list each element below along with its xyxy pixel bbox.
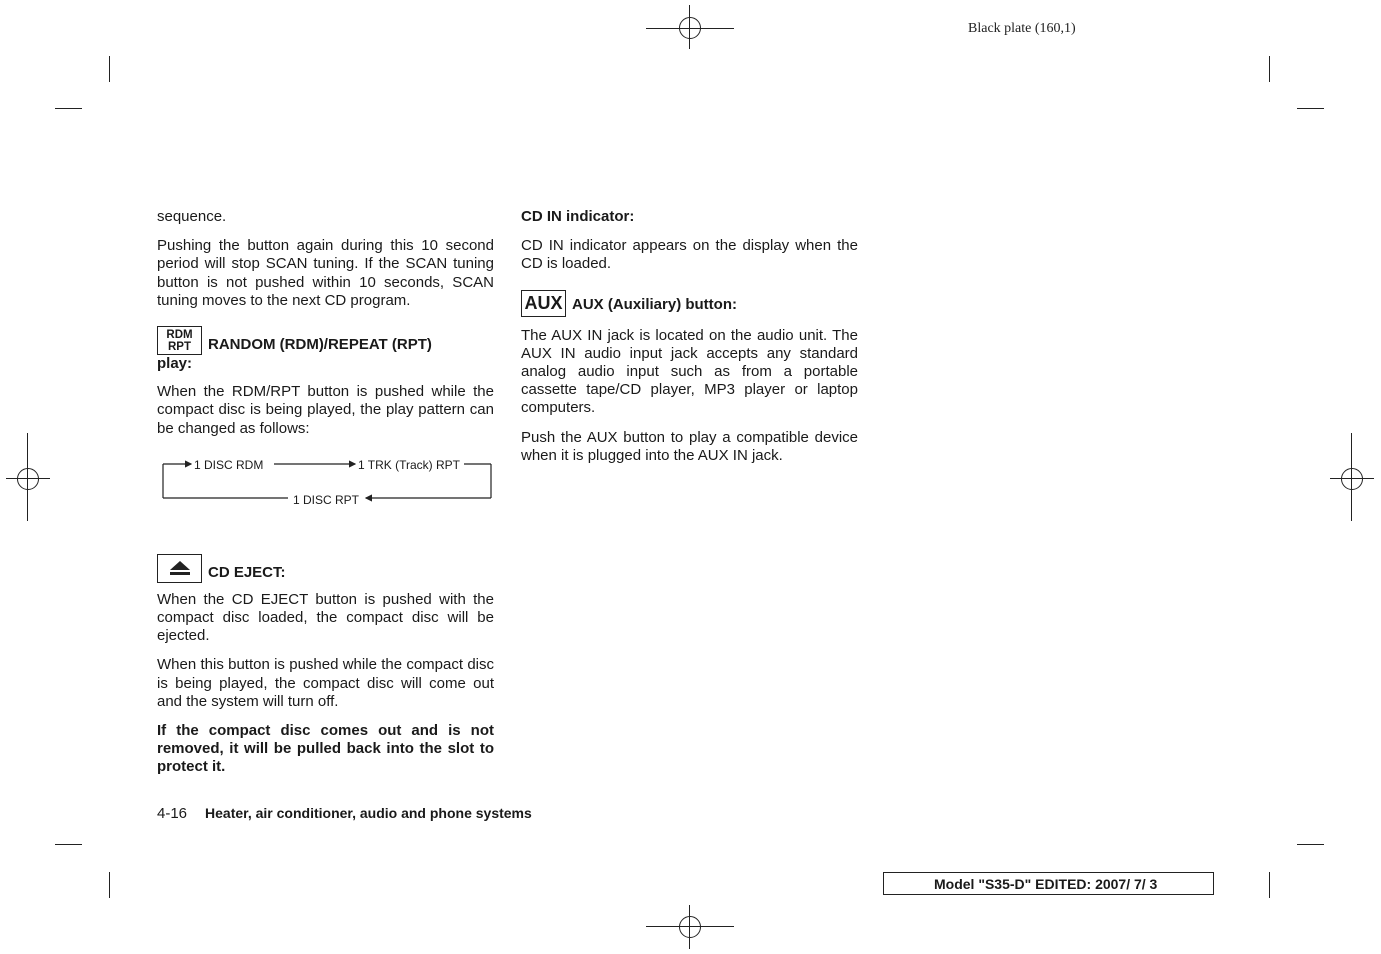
right-column [521, 208, 858, 476]
eject-icon [157, 554, 202, 583]
model-edited-box: Model "S35-D" EDITED: 2007/ 7/ 3 [883, 872, 1214, 895]
text-eject-1: When the CD EJECT button is pushed with the compact disc loaded, the compact disc will be ejected. [157, 590, 494, 645]
play-pattern-diagram [157, 458, 494, 508]
eject-heading-text: CD EJECT: [208, 563, 286, 581]
text-eject-warning: If the compact disc comes out and is not removed, it will be pulled back into the slot to protect it. [157, 722, 494, 776]
text-rdm: When the RDM/RPT button is pushed while the compact disc is being played, the play pattern can be changed as follows: [157, 383, 494, 437]
rdm-heading-cont: play: [157, 355, 193, 373]
rdm-rpt-button-icon: RDM RPT [157, 326, 202, 355]
rdm-heading [157, 326, 494, 355]
diagram-step-3: 1 DISC RPT [293, 491, 359, 509]
eject-heading [157, 554, 494, 583]
text-aux-2: Push the AUX button to play a compatible device when it is plugged into the AUX IN jack. [521, 428, 858, 464]
plate-label: Black plate (160,1) [968, 21, 1076, 36]
page-footer [157, 805, 532, 822]
aux-heading-text: AUX (Auxiliary) button: [572, 296, 737, 314]
text-cdin: CD IN indicator appears on the display when the CD is loaded. [521, 237, 858, 273]
text-eject-2: When this button is pushed while the compact disc is being played, the compact disc will come out and the system will turn off. [157, 656, 494, 710]
diagram-step-2: 1 TRK (Track) RPT [358, 456, 460, 474]
section-title: Heater, air conditioner, audio and phone systems [205, 805, 532, 821]
diagram-step-1: 1 DISC RDM [194, 456, 263, 474]
left-column [157, 208, 494, 788]
cdin-heading: CD IN indicator: [521, 208, 635, 225]
text-scan: Pushing the button again during this 10 second period will stop SCAN tuning. If the SCAN tuning button is not pushed within 10 seconds, SCAN tuning moves to the next CD program. [157, 237, 494, 309]
page-number: 4-16 [157, 805, 188, 822]
text-sequence: sequence. [157, 208, 227, 225]
aux-heading [521, 290, 858, 317]
rdm-heading-text: RANDOM (RDM)/REPEAT (RPT) [208, 335, 432, 353]
aux-button-icon: AUX [521, 290, 566, 317]
text-aux-1: The AUX IN jack is located on the audio unit. The AUX IN audio input jack accepts any standard analog audio input such as from a portable cassette tape/CD player, MP3 player or laptop computers. [521, 326, 858, 417]
